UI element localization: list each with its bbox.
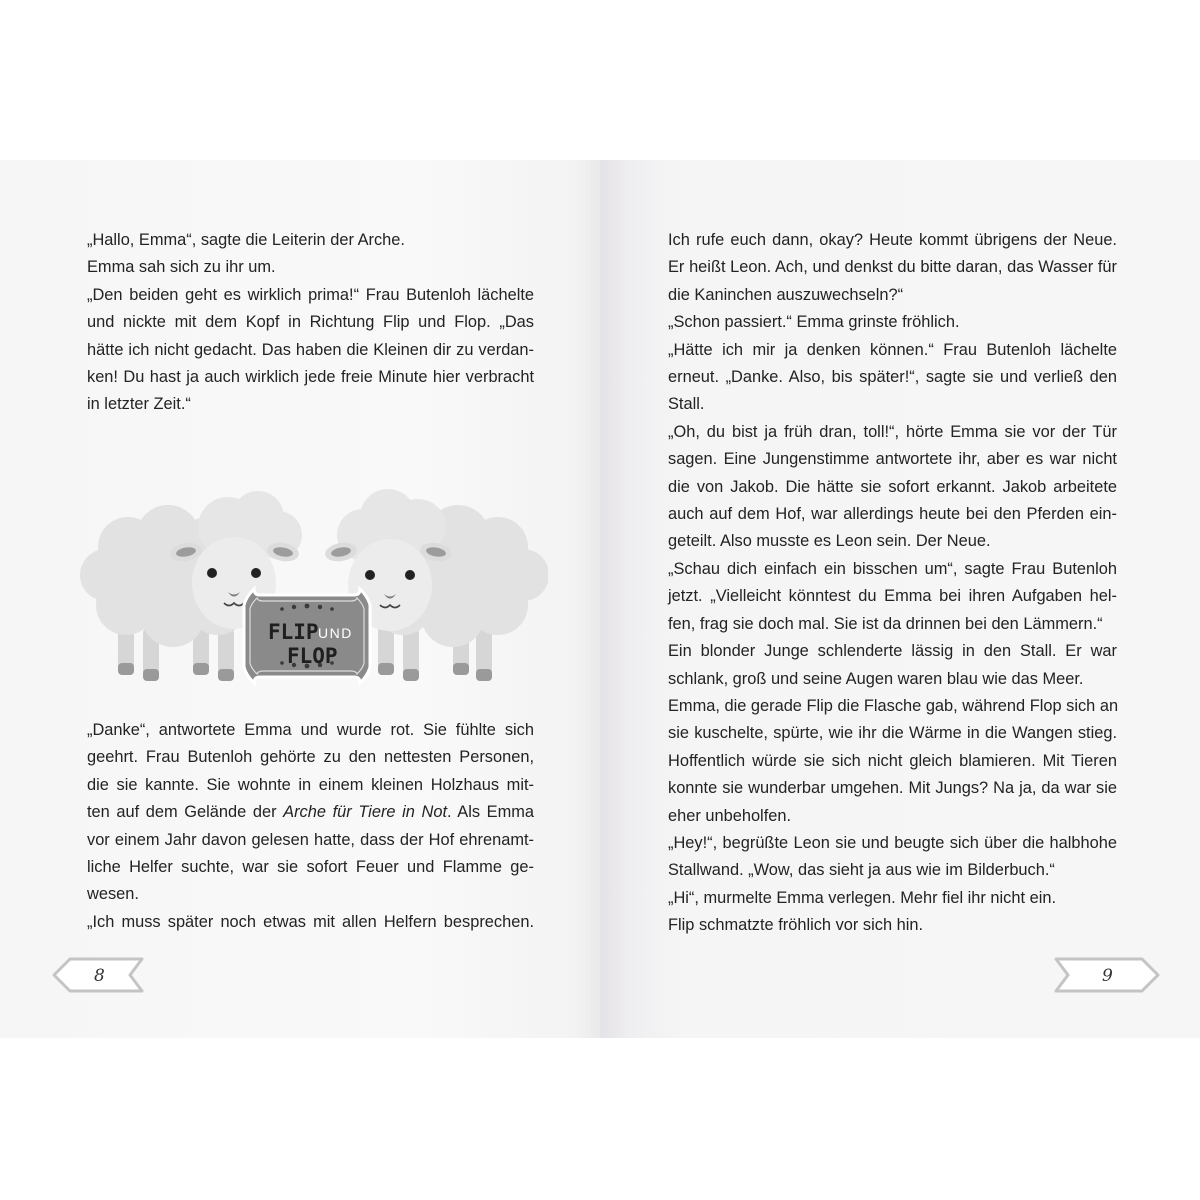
text-line: auch auf dem Hof, war allerdings heute bei den Pferden ein- [668,505,1117,524]
text-line: Ich rufe euch dann, okay? Heute kommt übrigens der Neue. [668,231,1117,249]
text-line: fen, frag sie doch mal. Sie ist da drinnen bei den Lämmern.“ [668,614,1103,633]
text-line: „Ich muss später noch etwas mit allen Helfern besprechen. [87,912,534,931]
text-line: jetzt. „Vielleicht könntest du Emma bei ihren Aufgaben hel- [668,587,1117,606]
sheep-illustration [78,455,548,695]
text-line: vor einem Jahr davon gelesen hatte, dass der Hof ehrenamt- [87,830,534,849]
badge-und-text: UND [318,625,353,641]
text-line: die sie kannte. Sie wohnte in einem kleinen Holzhaus mit- [87,775,534,794]
text-line: sagen. Eine Jungenstimme antwortete ihr, aber es war nicht [668,450,1117,469]
page-number-right-banner [1052,955,1162,995]
text-line: schlank, groß und seine Augen waren blau wie das Meer. [668,669,1084,688]
text-line: Hoffentlich würde sie sich nicht gleich blamieren. Mit Tieren [668,751,1117,770]
text-line: und nickte mit dem Kopf in Richtung Flip und Flop. „Das [87,313,534,332]
text-line: „Hätte ich mir ja denken können.“ Frau Butenloh lächelte [668,340,1117,359]
text-line: konnte sie wunderbar umgehen. Mit Jungs? Na ja, da war sie [668,779,1117,798]
text-line: Stallwand. „Wow, das sieht ja aus wie im Bilderbuch.“ [668,861,1055,880]
text-line: in letzter Zeit.“ [87,395,191,414]
text-line: die Kaninchen auszuwechseln?“ [668,285,904,304]
text-line: erneut. „Danke. Also, bis später!“, sagte sie und verließ den [668,368,1117,387]
text-line: „Hi“, murmelte Emma verlegen. Mehr fiel ihr nicht ein. [668,888,1057,907]
badge-flop-text: FLOP [287,644,338,668]
left-page-top-text [87,227,534,419]
text-line-with-italic [87,799,534,826]
text-line: geehrt. Frau Butenloh gehörte zu den nettesten Personen, [87,748,534,767]
text-line: Emma sah sich zu ihr um. [87,258,276,277]
text-line: liche Helfer suchte, war sie sofort Feuer und Flamme ge- [87,858,534,877]
text-segment: ten auf dem Gelände der [87,803,284,822]
text-line: „Hey!“, begrüßte Leon sie und beugte sich über die halbhohe [668,833,1117,852]
page-number-right: 9 [1102,966,1113,986]
left-page-bottom-text [87,717,534,936]
text-line: Ein blonder Junge schlenderte lässig in den Stall. Er war [668,642,1117,661]
text-line: „Den beiden geht es wirklich prima!“ Frau Butenloh lächelte [87,285,534,304]
page-number-left-banner [52,955,146,995]
text-line: hätte ich nicht gedacht. Das haben die Kleinen dir zu verdan- [87,340,534,359]
text-line: eher unbeholfen. [668,806,792,825]
book-spread [0,160,1200,1038]
text-line: ken! Du hast ja auch wirklich jede freie Minute hier verbracht [87,368,534,387]
italic-title: Arche für Tiere in Not [283,803,447,822]
text-line: Emma, die gerade Flip die Flasche gab, während Flop sich an [668,696,1119,715]
text-line: Stall. [668,395,705,414]
text-line: „Schau dich einfach ein bisschen um“, sagte Frau Butenloh [668,559,1117,578]
text-line: Er heißt Leon. Ach, und denkst du bitte daran, das Wasser für [668,258,1117,277]
text-line: „Danke“, antwortete Emma und wurde rot. Sie fühlte sich [87,721,534,739]
text-line: sie kuschelte, spürte, wie ihr die Wärme in die Wangen stieg. [668,724,1117,743]
right-page [600,160,1200,1038]
page-number-left: 8 [94,966,105,986]
badge-flip-text: FLIP [268,620,319,644]
text-line: geteilt. Also musste es Leon sein. Der Neue. [668,532,991,551]
text-line: wesen. [87,885,139,904]
left-page [0,160,600,1038]
flip-und-flop-badge [244,589,370,683]
text-line: „Schon passiert.“ Emma grinste fröhlich. [668,313,960,332]
text-line: Flip schmatzte fröhlich vor sich hin. [668,916,924,935]
text-line: „Oh, du bist ja früh dran, toll!“, hörte Emma sie vor der Tür [668,422,1117,441]
right-page-text [668,227,1117,940]
text-segment: . Als Emma [447,803,534,822]
text-line: die von Jakob. Die hätte sie sofort erkannt. Jakob arbeitete [668,477,1117,496]
text-line: „Hallo, Emma“, sagte die Leiterin der Arche. [87,231,405,249]
